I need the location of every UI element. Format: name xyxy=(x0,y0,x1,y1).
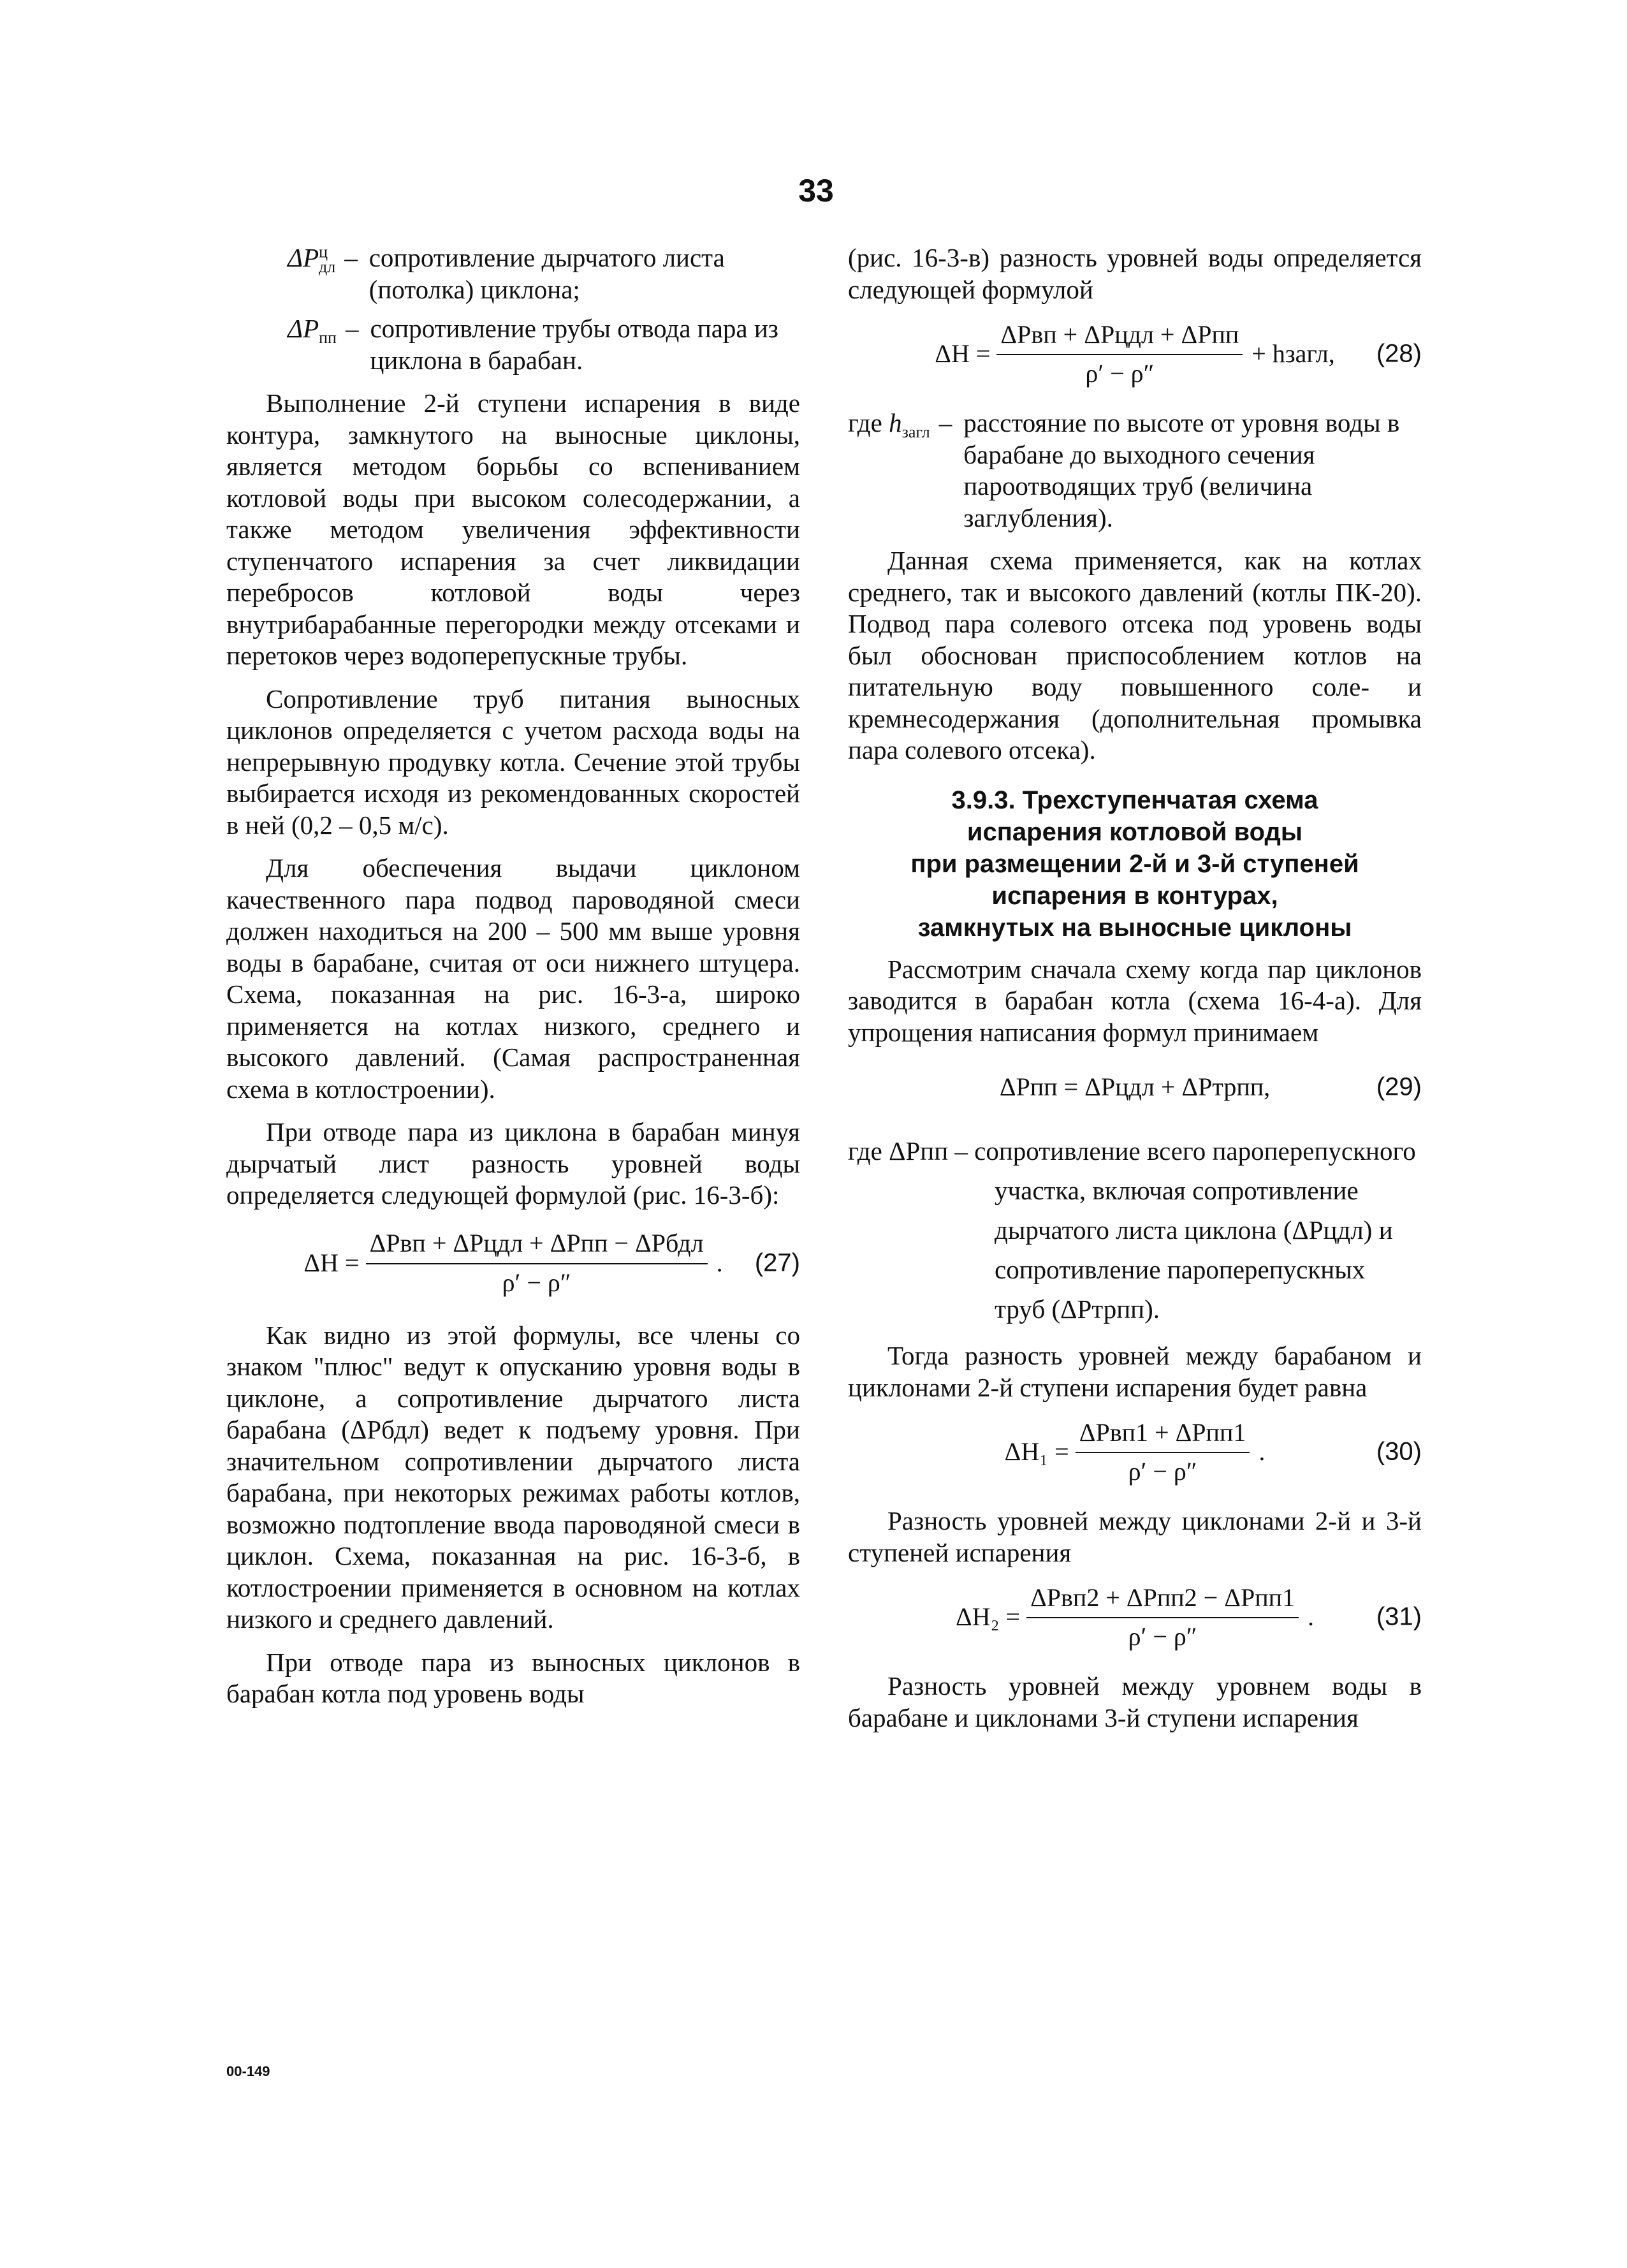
equation-fraction xyxy=(1026,1582,1299,1653)
definition-text: сопротивление дырчатого листа (потолка) циклона; xyxy=(368,243,725,304)
paragraph: При отводе пара из циклона в барабан минуя дырчатый лист разность уровней воды определяется следующей формулой (рис. 16-3-б): xyxy=(226,1117,800,1210)
heading-line: 3.9.3. Трехступенчатая схема xyxy=(951,786,1318,814)
equation-28 xyxy=(848,309,1422,399)
paragraph: Выполнение 2-й ступени испарения в виде контура, замкнутого на выносные циклоны, является методом борьбы со вспениванием котловой воды при высоком солесодержании, а также методом увеличения эффективности ступенчатого испарения за счет ликвидации перебросов котловой воды через внутрибарабанные перегородки между отсеками и перетоков через водоперепускные трубы. xyxy=(226,388,800,670)
left-column xyxy=(226,242,800,1710)
paragraph-text: Как видно из этой формулы, все члены со знаком "плюс" ведут к опусканию уровня воды в циклоне, а сопротивление дырчатого листа барабана xyxy=(226,1320,800,1444)
definition-lead: где xyxy=(848,408,882,437)
definition-text: расстояние по высоте от уровня воды в барабане до выходного сечения пароотводящих труб (величина заглубления). xyxy=(963,408,1400,532)
definition-lead: где ΔPпп – xyxy=(848,1136,968,1166)
heading-line: испарения котловой воды xyxy=(967,817,1303,846)
section-heading xyxy=(848,784,1422,944)
equation-number: (28) xyxy=(1376,339,1422,368)
equation-fraction xyxy=(996,319,1243,390)
definition-text: сопротивление трубы отвода пара из циклона в барабан. xyxy=(370,314,779,375)
equation-tail: . xyxy=(1259,1437,1266,1467)
paragraph-text: ведет к подъему уровня. При значительном сопротивлении дырчатого листа барабана, при некоторых режимах работы котлов, возможно подтопление ввода пароводяной смеси в циклон. Схема, показанная на рис. 16-3-б, в котлостроении применяется в основном на котлах низкого и среднего давлений. xyxy=(226,1415,800,1634)
equation-body: ΔPпп = ΔPцдл + ΔPтрпп, xyxy=(999,1072,1271,1102)
heading-line: замкнутых на выносные циклоны xyxy=(917,913,1352,942)
paragraph: Рассмотрим сначала схему когда пар циклонов заводится в барабан котла (схема 16-4-а). Для упрощения написания формул принимаем xyxy=(848,954,1422,1047)
inline-formula: (ΔPтрпп). xyxy=(1051,1294,1160,1324)
right-column xyxy=(848,242,1422,1734)
equation-30 xyxy=(848,1407,1422,1496)
equation-lhs: ΔH = xyxy=(935,339,991,369)
inline-formula: (ΔPцдл) xyxy=(1283,1215,1373,1245)
paragraph: При отводе пара из выносных циклонов в барабан котла под уровень воды xyxy=(226,1647,800,1708)
equation-29 xyxy=(848,1052,1422,1122)
equation-denominator: ρ′ − ρ″ xyxy=(1128,1622,1197,1651)
equation-tail: + hзагл, xyxy=(1251,339,1335,369)
definition-dp-pp xyxy=(226,313,800,376)
equation-numerator: ΔPвп1 + ΔPпп1 xyxy=(1076,1417,1250,1454)
definition-h-zagl xyxy=(848,407,1422,534)
equation-numerator: ΔPвп2 + ΔPпп2 − ΔPпп1 xyxy=(1026,1582,1299,1619)
equation-fraction xyxy=(366,1227,708,1298)
equation-27 xyxy=(226,1215,800,1311)
equation-number: (27) xyxy=(754,1248,800,1277)
paragraph: Для обеспечения выдачи циклоном качественного пара подвод пароводяной смеси должен находиться на 200 – 500 мм выше уровня воды в барабане, считая от оси нижнего штуцера. Схема, показанная на рис. 16-3-а, широко применяется на котлах низкого, среднего и высокого давлений. (Самая распространенная схема в котлостроении). xyxy=(226,853,800,1104)
equation-fraction xyxy=(1076,1417,1250,1488)
paragraph: Тогда разность уровней между барабаном и циклонами 2-й ступени испарения будет равна xyxy=(848,1341,1422,1402)
paragraph: Данная схема применяется, как на котлах среднего, так и высокого давлений (котлы ПК-20). Подвод пара солевого отсека под уровень воды был обоснован приспособлением котлов на питательную воду повышенного соле- и кремнесодержания (дополнительная промывка пара солевого отсека). xyxy=(848,546,1422,765)
paragraph: (рис. 16-3-в) разность уровней воды определяется следующей формулой xyxy=(848,243,1422,304)
paragraph xyxy=(226,1320,800,1635)
equation-lhs: ΔH = xyxy=(303,1248,360,1277)
definition-dp-pp-total xyxy=(848,1131,1422,1329)
equation-number: (31) xyxy=(1376,1602,1422,1631)
equation-numerator: ΔPвп + ΔPцдл + ΔPпп − ΔPбдл xyxy=(366,1227,708,1264)
footer-code: 00-149 xyxy=(226,2063,270,2079)
definition-text xyxy=(848,1131,1422,1329)
equation-lhs: ΔH₁ = xyxy=(1004,1437,1069,1467)
equation-numerator: ΔPвп + ΔPцдл + ΔPпп xyxy=(996,319,1243,356)
equation-tail: . xyxy=(716,1248,723,1277)
equation-denominator: ρ′ − ρ″ xyxy=(1128,1457,1197,1486)
heading-line: при размещении 2-й и 3-й ступеней xyxy=(910,849,1359,878)
equation-denominator: ρ′ − ρ″ xyxy=(1085,359,1155,388)
paragraph: Сопротивление труб питания выносных циклонов определяется с учетом расхода воды на непрерывную продувку котла. Сечение этой трубы выбирается исходя из рекомендованных скоростей в ней (0,2 – 0,5 м/с). xyxy=(226,684,800,840)
inline-formula: (ΔPбдл) xyxy=(341,1415,429,1444)
definition-dp-dl xyxy=(226,242,800,305)
paragraph: Разность уровней между циклонами 2-й и 3-й ступеней испарения xyxy=(848,1506,1422,1567)
equation-number: (29) xyxy=(1376,1072,1422,1101)
definition-symbol: $\Delta P^ц_{дл}$ – xyxy=(288,242,358,277)
definition-symbol: $\Delta P_{пп}$ – xyxy=(288,314,359,348)
definition-symbol: где $h_{загл}$ – xyxy=(848,408,952,442)
equation-31 xyxy=(848,1572,1422,1662)
equation-tail: . xyxy=(1308,1602,1315,1632)
definition-text-part: сопротивление всего пароперепускного участка, включая сопротивление дырчатого листа циклона xyxy=(974,1136,1416,1245)
heading-line: испарения в контурах, xyxy=(991,881,1278,910)
definition-text-part: и сопротивление пароперепускных труб xyxy=(995,1215,1393,1324)
equation-denominator: ρ′ − ρ″ xyxy=(502,1268,571,1297)
paragraph: Разность уровней между уровнем воды в барабане и циклонами 3-й ступени испарения xyxy=(848,1671,1422,1732)
equation-number: (30) xyxy=(1376,1437,1422,1466)
equation-lhs: ΔH₂ = xyxy=(955,1602,1021,1632)
page-number: 33 xyxy=(798,173,834,209)
